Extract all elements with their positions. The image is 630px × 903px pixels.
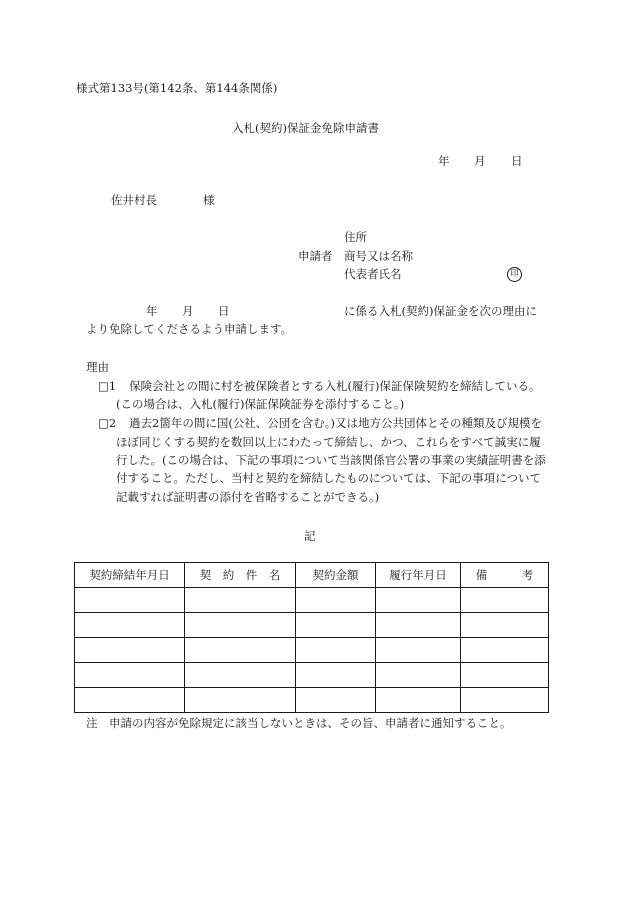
table-cell[interactable] <box>296 663 376 688</box>
footnote: 注 申請の内容が免除規定に該当しないときは、その旨、申請者に通知すること。 <box>86 716 512 730</box>
record-heading: 記 <box>304 529 316 543</box>
header-contract-name: 契 約 件 名 <box>185 563 296 588</box>
contract-record-table <box>74 562 549 713</box>
reason-2-line-1: 過去2箇年の間に国(公社、公団を含む。)又は地方公共団体とその種類及び規模を <box>129 416 543 430</box>
table-cell[interactable] <box>296 613 376 638</box>
table-row <box>75 588 549 613</box>
date-month-label: 月 <box>474 154 486 168</box>
table-cell[interactable] <box>296 638 376 663</box>
request-text-line1: に係る入札(契約)保証金を次の理由に <box>344 304 537 318</box>
header-performance-date: 履行年月日 <box>376 563 461 588</box>
reason-checkbox-1[interactable]: □1 <box>98 379 117 393</box>
representative-label: 代表者氏名 <box>344 267 402 281</box>
addressee-name: 佐井村長 <box>111 193 157 207</box>
header-contract-amount: 契約金額 <box>296 563 376 588</box>
reason-2-line-2: ほぼ同じくする契約を数回以上にわたって締結し、かつ、これらをすべて誠実に履 <box>116 435 541 449</box>
table-cell[interactable] <box>75 613 185 638</box>
table-cell[interactable] <box>461 663 549 688</box>
request-text-line2: より免除してくださるよう申請します。 <box>86 322 293 336</box>
table-cell[interactable] <box>185 613 296 638</box>
table-cell[interactable] <box>296 588 376 613</box>
table-cell[interactable] <box>461 688 549 713</box>
table-cell[interactable] <box>461 613 549 638</box>
applicant-label: 申請者 <box>298 249 333 263</box>
table-cell[interactable] <box>376 588 461 613</box>
table-cell[interactable] <box>376 688 461 713</box>
reason-1-line-2: (この場合は、入札(履行)保証保険証券を添付すること。) <box>116 397 405 411</box>
table-cell[interactable] <box>185 588 296 613</box>
request-day-label: 日 <box>218 304 230 318</box>
seal-mark: 印 <box>507 267 522 282</box>
reason-checkbox-2[interactable]: □2 <box>98 416 117 430</box>
table-row <box>75 688 549 713</box>
table-cell[interactable] <box>376 638 461 663</box>
reason-2-line-3: 行した。(この場合は、下記の事項について当該関係官公署の事業の実績証明書を添 <box>116 453 546 467</box>
form-number: 様式第133号(第142条、第144条関係) <box>76 81 278 95</box>
table-header-row <box>75 563 549 588</box>
reason-heading: 理由 <box>86 360 109 374</box>
table-cell[interactable] <box>185 688 296 713</box>
address-label: 住所 <box>344 230 367 244</box>
request-year-label: 年 <box>146 304 158 318</box>
table-cell[interactable] <box>75 588 185 613</box>
addressee-honorific: 様 <box>203 193 215 207</box>
header-contract-date: 契約締結年月日 <box>75 563 185 588</box>
table-cell[interactable] <box>461 588 549 613</box>
table-cell[interactable] <box>376 613 461 638</box>
table-cell[interactable] <box>185 663 296 688</box>
table-cell[interactable] <box>376 663 461 688</box>
reason-2-line-4: 付すること。ただし、当村と契約を締結したものについては、下記の事項について <box>116 471 542 485</box>
document-title: 入札(契約)保証金免除申請書 <box>232 121 379 135</box>
request-month-label: 月 <box>182 304 194 318</box>
reason-1-line-1: 保険会社との間に村を被保険者とする入札(履行)保証保険契約を締結している。 <box>129 379 541 393</box>
table-row <box>75 613 549 638</box>
table-cell[interactable] <box>75 663 185 688</box>
table-cell[interactable] <box>75 688 185 713</box>
date-year-label: 年 <box>438 154 450 168</box>
table-cell[interactable] <box>461 638 549 663</box>
reason-2-line-5: 記載すれば証明書の添付を省略することができる。) <box>116 490 380 504</box>
company-name-label: 商号又は名称 <box>344 249 413 263</box>
table-row <box>75 663 549 688</box>
header-remarks: 備 考 <box>461 563 549 588</box>
table-cell[interactable] <box>185 638 296 663</box>
date-day-label: 日 <box>511 154 523 168</box>
table-cell[interactable] <box>75 638 185 663</box>
table-row <box>75 638 549 663</box>
table-cell[interactable] <box>296 688 376 713</box>
